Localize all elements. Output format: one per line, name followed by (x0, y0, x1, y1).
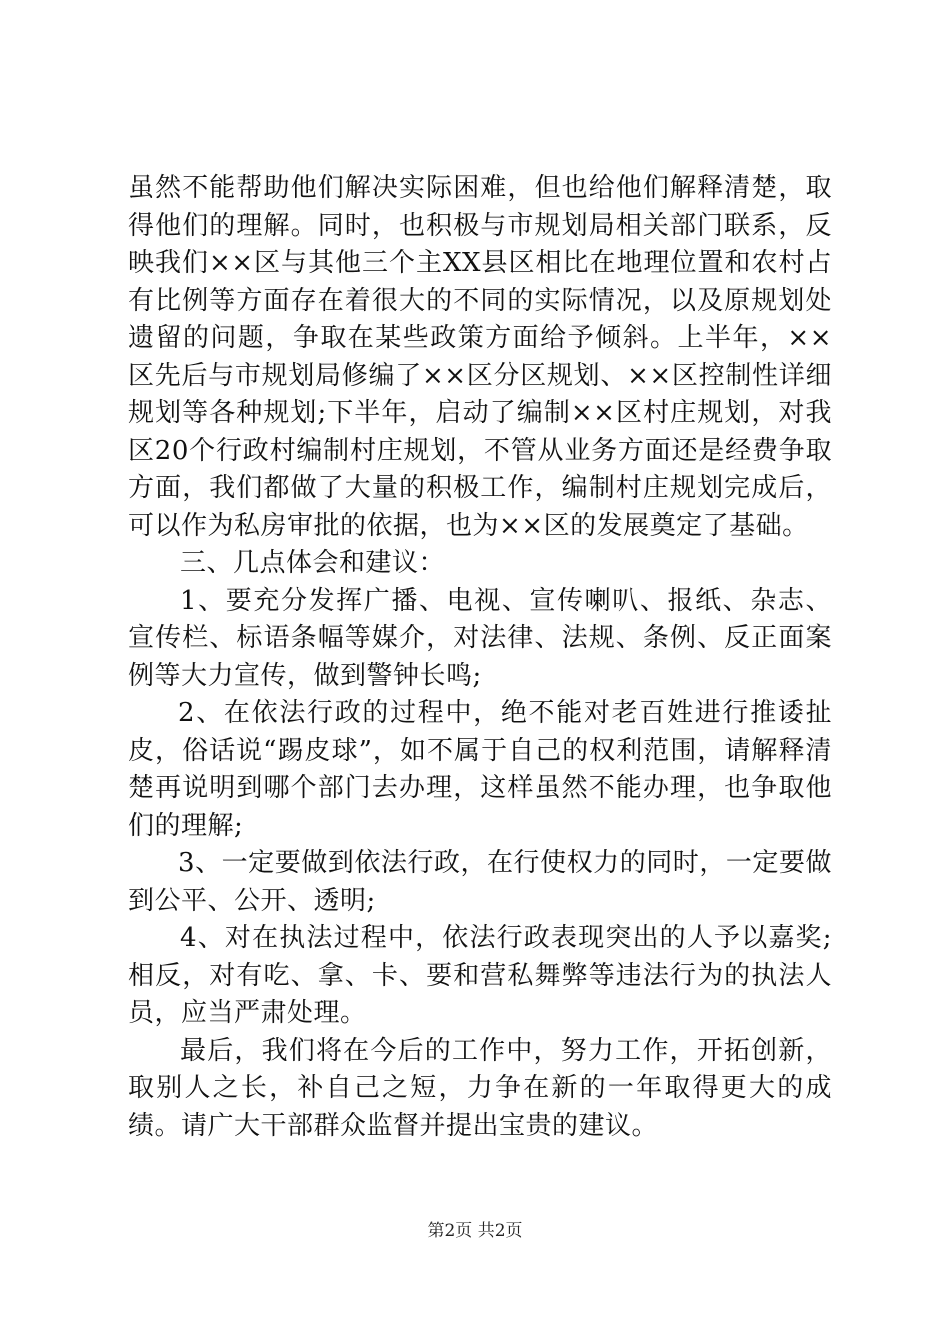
paragraph-closing: 最后，我们将在今后的工作中，努力工作，开拓创新，取别人之长，补自己之短，力争在新的一年取得更大的成绩。请广大干部群众监督并提出宝贵的建议。 (128, 1035, 832, 1141)
document-body (128, 170, 832, 1145)
list-item: 4、对在执法过程中，依法行政表现突出的人予以嘉奖;相反，对有吃、拿、卡、要和营私舞弊等违法行为的执法人员，应当严肃处理。 (128, 923, 832, 1028)
section-heading: 三、几点体会和建议： (180, 548, 446, 578)
page-footer: 第2页 共2页 (427, 1221, 523, 1241)
list-item: 1、要充分发挥广播、电视、宣传喇叭、报纸、杂志、宣传栏、标语条幅等媒介，对法律、法规、条例、反正面案例等大力宣传，做到警钟长鸣; (128, 585, 832, 691)
list-item: 2、在依法行政的过程中，绝不能对老百姓进行推诿扯皮，俗话说“踢皮球”，如不属于自己的权利范围，请解释清楚再说明到哪个部门去办理，这样虽然不能办理，也争取他们的理解; (128, 698, 832, 841)
paragraph-continuation: 虽然不能帮助他们解决实际困难，但也给他们解释清楚，取得他们的理解。同时，也积极与市规划局相关部门联系，反映我们××区与其他三个主XX县区相比在地理位置和农村占有比例等方面存在着很大的不同的实际情况，以及原规划处遗留的问题，争取在某些政策方面给予倾斜。上半年，××区先后与市规划局修编了××区分区规划、××区控制性详细规划等各种规划;下半年，启动了编制××区村庄规划，对我区20个行政村编制村庄规划，不管从业务方面还是经费争取方面，我们都做了大量的积极工作，编制村庄规划完成后，可以作为私房审批的依据，也为××区的发展奠定了基础。 (128, 173, 832, 541)
list-item: 3、一定要做到依法行政，在行使权力的同时，一定要做到公平、公开、透明; (128, 848, 832, 916)
